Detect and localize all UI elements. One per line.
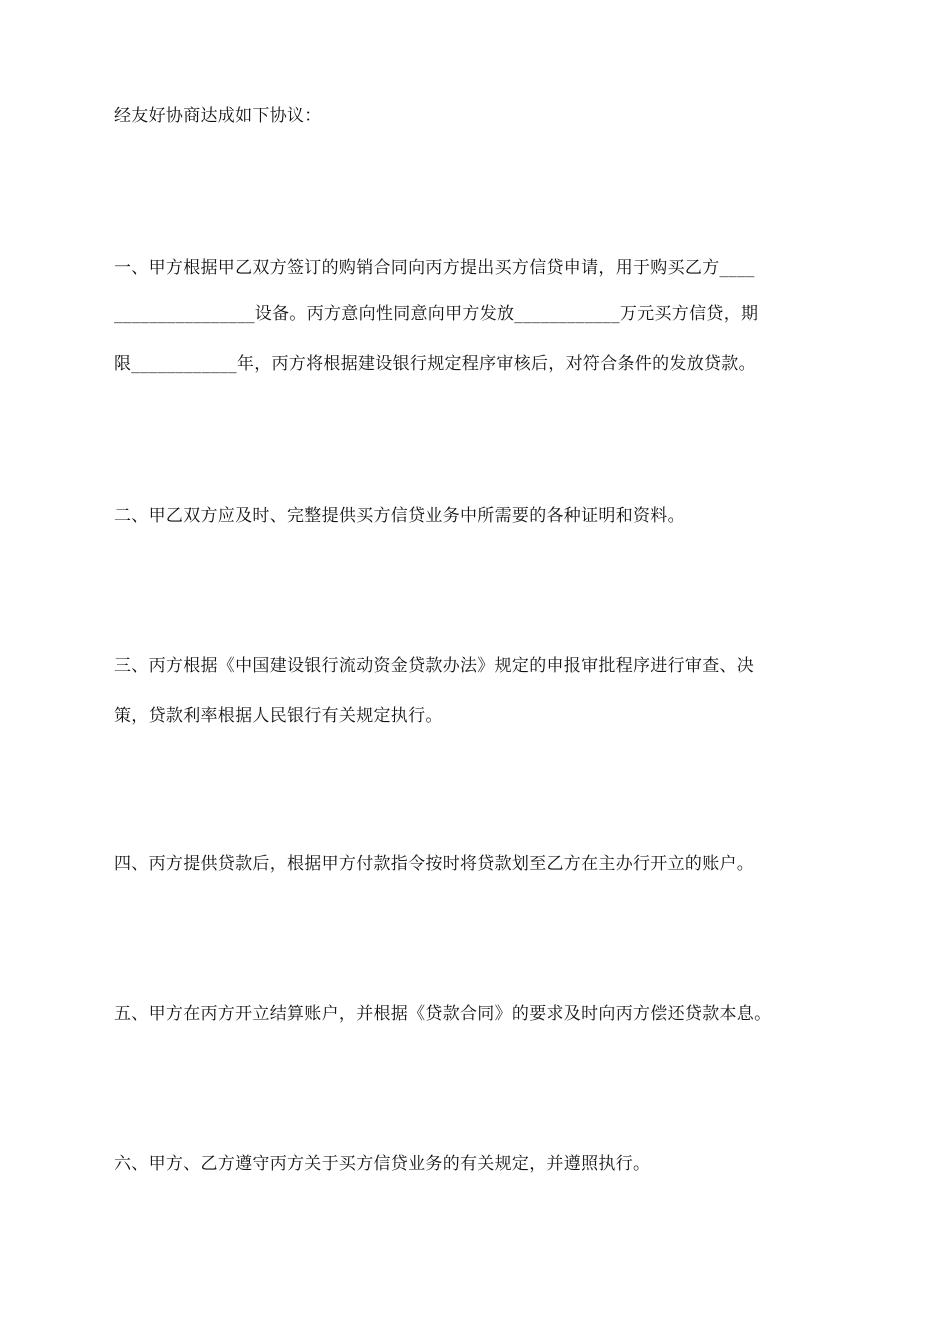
clause-1-line-2: ________________设备。丙方意向性同意向甲方发放____________万元买方信贷，期 bbox=[114, 304, 759, 324]
clause-5-line-1: 五、甲方在丙方开立结算账户，并根据《贷款合同》的要求及时向丙方偿还贷款本息。 bbox=[114, 1004, 772, 1024]
clause-6-line-1: 六、甲方、乙方遵守丙方关于买方信贷业务的有关规定，并遵照执行。 bbox=[114, 1154, 651, 1174]
intro-text: 经友好协商达成如下协议： bbox=[114, 106, 322, 126]
clause-3-line-2: 策，贷款利率根据人民银行有关规定执行。 bbox=[114, 706, 443, 726]
clause-1-line-3: 限____________年，丙方将根据建设银行规定程序审核后，对符合条件的发放贷款。 bbox=[114, 354, 756, 374]
clause-4-line-1: 四、丙方提供贷款后，根据甲方付款指令按时将贷款划至乙方在主办行开立的账户。 bbox=[114, 854, 755, 874]
clause-2-line-1: 二、甲乙双方应及时、完整提供买方信贷业务中所需要的各种证明和资料。 bbox=[114, 506, 685, 526]
clause-3-line-1: 三、丙方根据《中国建设银行流动资金贷款办法》规定的申报审批程序进行审查、决 bbox=[114, 656, 755, 676]
clause-1-line-1: 一、甲方根据甲乙双方签订的购销合同向丙方提出买方信贷申请，用于购买乙方____ bbox=[114, 258, 755, 278]
